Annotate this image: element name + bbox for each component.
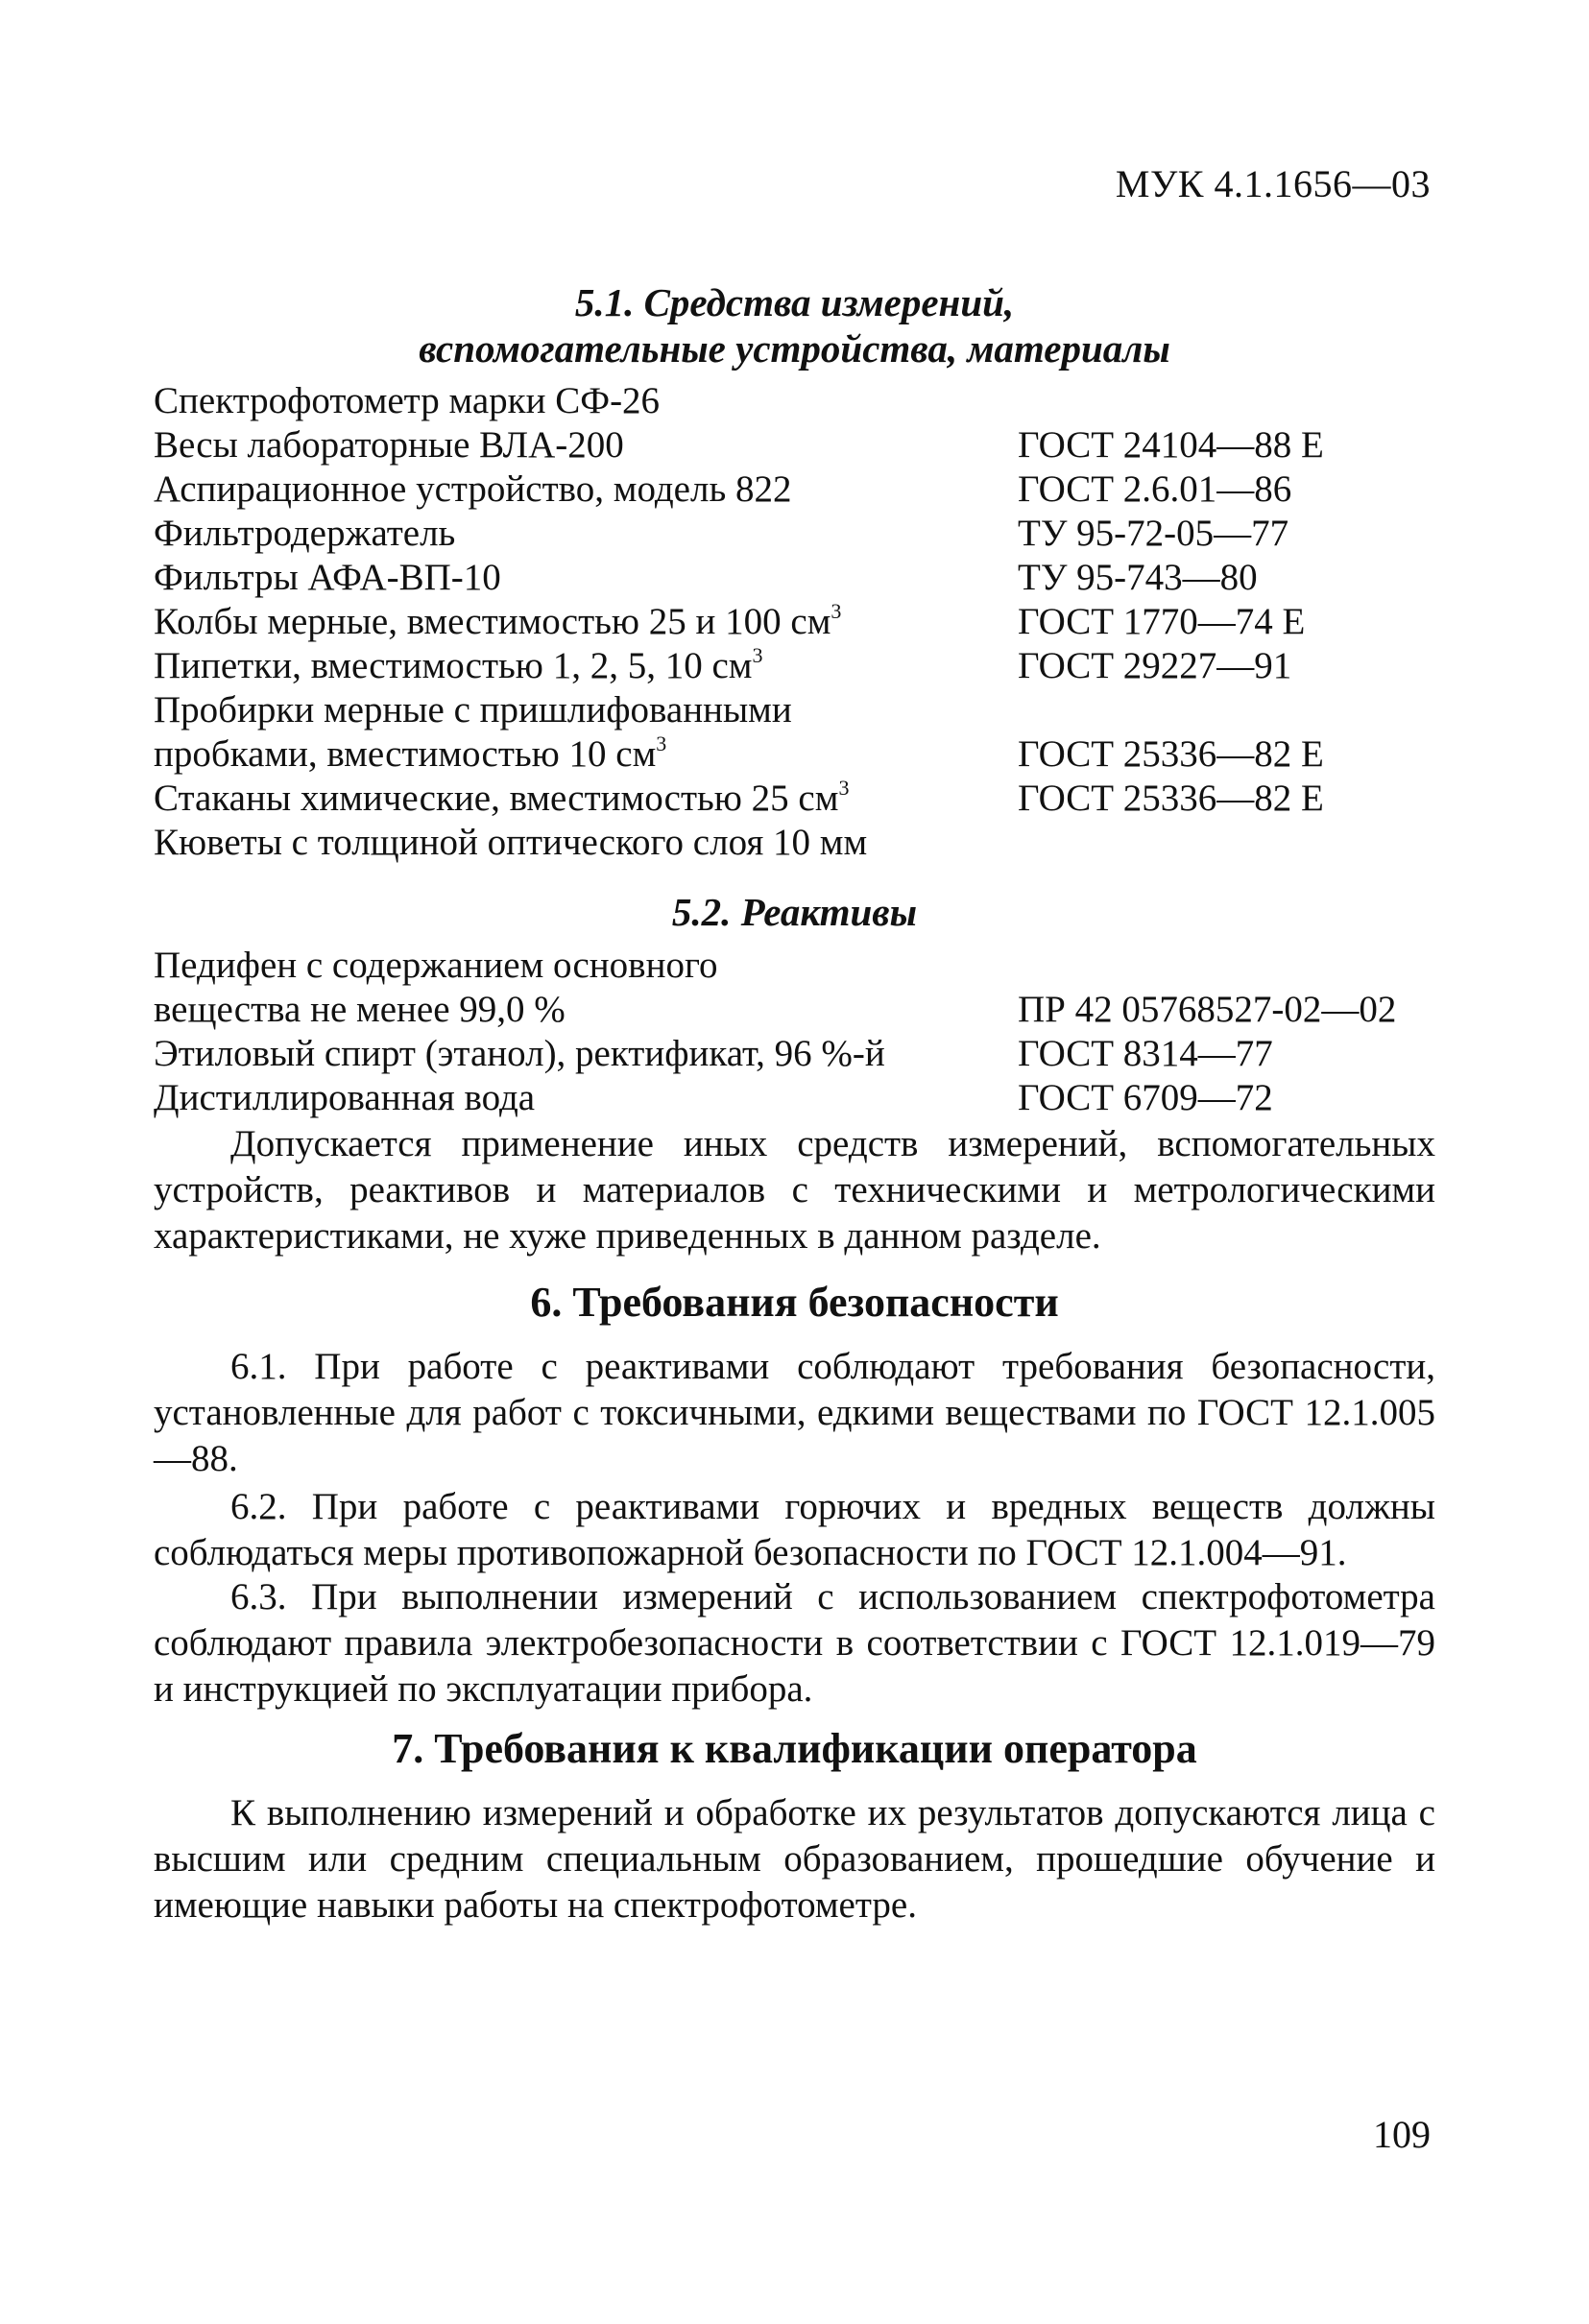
section-6-3-paragraph: 6.3. При выполнении измерений с использованием спектрофотометра соблюдают правила электробезопасности в соответствии с ГОСТ 12.1.019—79 и инструкцией по эксплуатации прибора.: [154, 1576, 1435, 1710]
equipment-row: [154, 644, 1435, 688]
equipment-name-text: Колбы мерные, вместимостью 25 и 100 см: [154, 601, 831, 642]
reagent-standard: ГОСТ 6709—72: [1018, 1077, 1273, 1118]
equipment-standard: ТУ 95-72-05—77: [1018, 513, 1289, 554]
equipment-row: [154, 777, 1435, 821]
section-5-1-title-line1: 5.1. Средства измерений,: [574, 280, 1015, 324]
equipment-standard: ГОСТ 1770—74 Е: [1018, 601, 1306, 642]
equipment-name: Аспирационное устройство, модель 822: [154, 468, 792, 510]
reagent-name: Этиловый спирт (этанол), ректификат, 96 %-й: [154, 1033, 885, 1074]
reagent-row: [154, 988, 1435, 1032]
equipment-name: [154, 644, 762, 688]
equipment-standard: ТУ 95-743—80: [1018, 557, 1258, 598]
equipment-name-text: Стаканы химические, вместимостью 25 см: [154, 778, 839, 819]
cubic-superscript: 3: [831, 599, 842, 623]
section-6-1-paragraph: 6.1. При работе с реактивами соблюдают требования безопасности, установленные для работ с токсичными, едкими веществами по ГОСТ 12.1.005—88.: [154, 1346, 1435, 1479]
reagent-name: Педифен с содержанием основного: [154, 945, 718, 986]
equipment-standard: ГОСТ 25336—82 Е: [1018, 778, 1324, 819]
reagent-standard: ПР 42 05768527-02—02: [1018, 989, 1397, 1030]
cubic-superscript: 3: [656, 731, 667, 755]
equipment-row: [154, 423, 1435, 467]
reagent-name: вещества не менее 99,0 %: [154, 989, 566, 1030]
cubic-superscript: 3: [838, 776, 850, 800]
equipment-standard: ГОСТ 29227—91: [1018, 645, 1292, 686]
section-7-paragraph: К выполнению измерений и обработке их результатов допускаются лица с высшим или средним специальным образованием, прошедшие обучение и имеющие навыки работы на спектрофотометре.: [154, 1792, 1435, 1926]
equipment-row: [154, 379, 1435, 423]
reagent-standard: ГОСТ 8314—77: [1018, 1033, 1273, 1074]
substitution-note: Допускается применение иных средств измерений, вспомогательных устройств, реактивов и материалов с техническими и метрологическими характеристиками, не хуже приведенных в данном разделе.: [154, 1123, 1435, 1257]
equipment-row: [154, 821, 1435, 865]
equipment-name: Пробирки мерные с пришлифованными: [154, 689, 792, 731]
section-6-heading: 6. Требования безопасности: [530, 1279, 1059, 1326]
page-number: 109: [1373, 2113, 1431, 2156]
document-code: МУК 4.1.1656—03: [1115, 162, 1431, 205]
equipment-name-text: пробками, вместимостью 10 см: [154, 733, 657, 775]
section-5-1-title-line2: вспомогательные устройства, материалы: [419, 326, 1170, 371]
equipment-row: [154, 556, 1435, 600]
equipment-standard: ГОСТ 2.6.01—86: [1018, 468, 1292, 510]
equipment-name: [154, 732, 666, 777]
reagent-row: [154, 944, 1435, 988]
equipment-row: [154, 732, 1435, 777]
equipment-name: Фильтродержатель: [154, 513, 456, 554]
equipment-name: Весы лабораторные ВЛА-200: [154, 424, 624, 466]
reagent-row: [154, 1032, 1435, 1076]
equipment-row: [154, 467, 1435, 512]
equipment-name: Кюветы с толщиной оптического слоя 10 мм: [154, 822, 868, 863]
equipment-row: [154, 512, 1435, 556]
reagent-row: [154, 1076, 1435, 1120]
section-5-2-title: 5.2. Реактивы: [671, 890, 918, 934]
equipment-name: [154, 600, 841, 644]
equipment-row: [154, 600, 1435, 644]
equipment-name: [154, 777, 849, 821]
cubic-superscript: 3: [752, 643, 763, 667]
equipment-name-text: Пипетки, вместимостью 1, 2, 5, 10 см: [154, 645, 753, 686]
equipment-name: Спектрофотометр марки СФ-26: [154, 380, 661, 421]
equipment-name: Фильтры АФА-ВП-10: [154, 557, 501, 598]
equipment-row: [154, 688, 1435, 732]
equipment-standard: ГОСТ 25336—82 Е: [1018, 733, 1324, 775]
section-6-2-paragraph: 6.2. При работе с реактивами горючих и вредных веществ должны соблюдаться меры противопожарной безопасности по ГОСТ 12.1.004—91.: [154, 1486, 1435, 1573]
reagent-name: Дистиллированная вода: [154, 1077, 536, 1118]
section-7-heading: 7. Требования к квалификации оператора: [392, 1725, 1197, 1772]
equipment-standard: ГОСТ 24104—88 Е: [1018, 424, 1324, 466]
